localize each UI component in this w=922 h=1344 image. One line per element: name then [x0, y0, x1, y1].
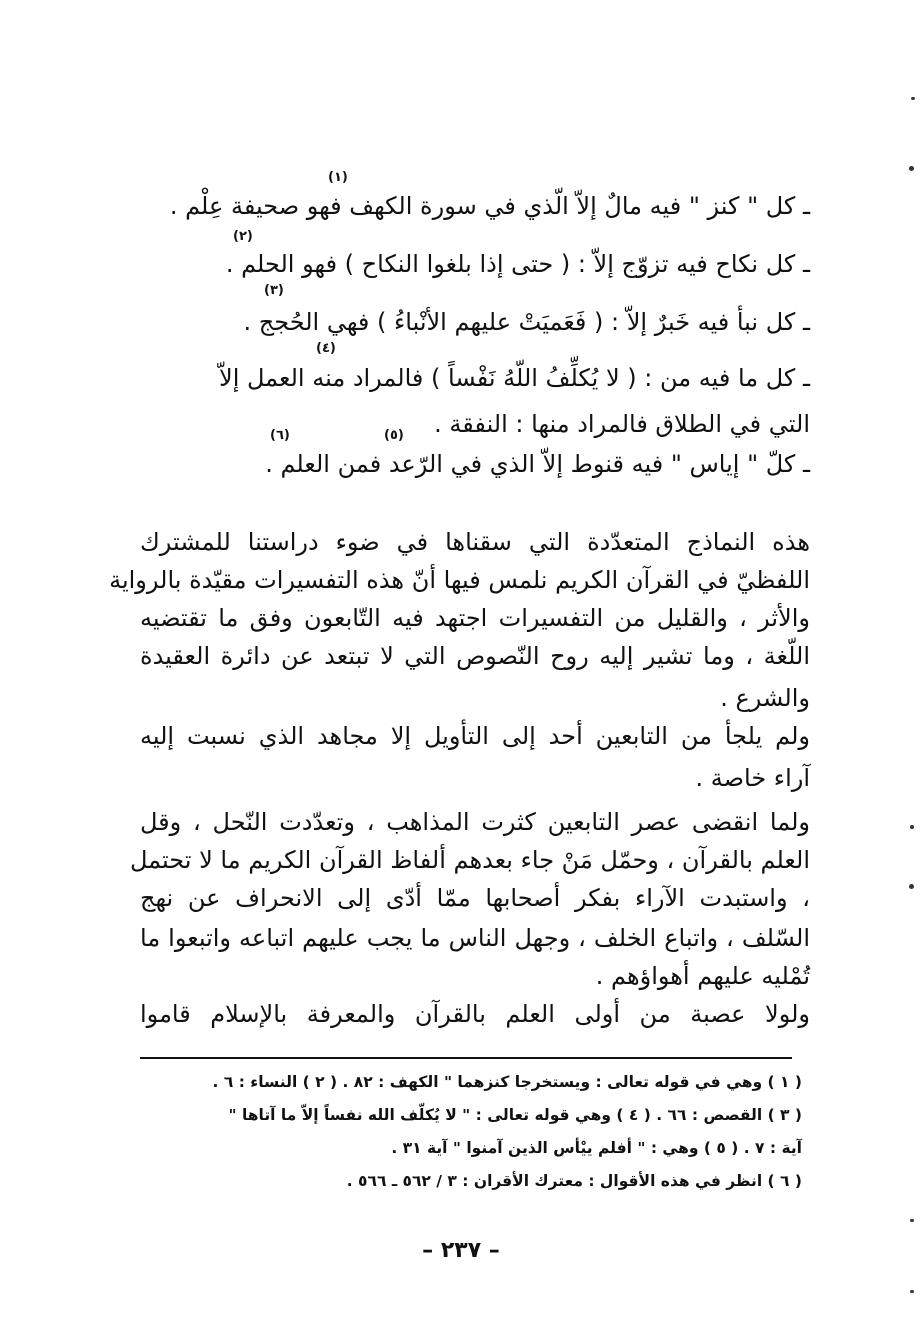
- scan-speck: [909, 884, 914, 889]
- note-mark-6: (٦): [270, 428, 290, 443]
- body-line: آراء خاصة .: [695, 764, 810, 792]
- footnote-line: آية : ٧ . ( ٥ ) وهي : " أفلم ييْأس الذين آمنوا " آية ٣١ .: [391, 1139, 802, 1157]
- scan-speck: [911, 97, 915, 100]
- list-item: التي في الطلاق فالمراد منها : النفقة .: [434, 410, 810, 438]
- body-line: تُمْليه عليهم أهواؤهم .: [595, 962, 810, 990]
- body-line: العلم بالقرآن ، وحمّل مَنْ جاء بعدهم ألفاظ القرآن الكريم ما لا تحتمل: [129, 846, 810, 874]
- footnote-divider: [140, 1057, 792, 1059]
- note-mark-4: (٤): [316, 341, 336, 356]
- list-item: ـ كل نكاح فيه تزوّج إلاّ : ( حتى إذا بلغوا النكاح ) فهو الحلم .: [225, 250, 810, 278]
- body-line: اللفظيّ في القرآن الكريم نلمس فيها أنّ هذه التفسيرات مقيّدة بالرواية: [109, 566, 810, 594]
- list-item: ـ كلّ " إياس " فيه قنوط إلاّ الذي في الرّعد فمن العلم .: [265, 450, 810, 478]
- note-mark-2: (٢): [233, 229, 253, 244]
- note-mark-1: (١): [328, 170, 348, 185]
- body-line: هذه النماذج المتعدّدة التي سقناها في ضوء دراستنا للمشترك: [140, 528, 810, 556]
- scan-speck: [909, 166, 914, 171]
- body-line: والأثر ، والقليل من التفسيرات اجتهد فيه التّابعون وفق ما تقتضيه: [140, 604, 810, 632]
- body-line: السّلف ، واتباع الخلف ، وجهل الناس ما يجب عليهم اتباعه واتبعوا ما: [140, 924, 810, 952]
- scan-speck: [910, 825, 914, 829]
- body-line: ولولا عصبة من أولى العلم بالقرآن والمعرفة بالإسلام قاموا: [140, 1000, 810, 1028]
- list-item: ـ كل نبأ فيه خَبرٌ إلاّ : ( فَعَميَتْ عليهم الأنْباءُ ) فهي الحُجج .: [243, 308, 810, 336]
- note-mark-3: (٣): [264, 283, 284, 298]
- scan-speck: [910, 1290, 914, 1293]
- body-line: ، واستبدت الآراء بفكر أصحابها ممّا أدّى إلى الانحراف عن نهج: [140, 884, 810, 912]
- list-item: ـ كل ما فيه من : ( لا يُكلِّفُ اللّهُ نَفْساً ) فالمراد منه العمل إلاّ: [219, 364, 810, 392]
- body-line: والشرع .: [720, 684, 810, 712]
- page-number: – ٢٣٧ –: [422, 1238, 500, 1263]
- footnote-line: ( ١ ) وهي في قوله تعالى : ويستخرجا كنزهما " الكهف : ٨٢ . ( ٢ ) النساء : ٦ .: [212, 1073, 802, 1091]
- body-line: ولم يلجأ من التابعين أحد إلى التأويل إلا مجاهد الذي نسبت إليه: [140, 722, 810, 750]
- body-line: ولما انقضى عصر التابعين كثرت المذاهب ، وتعدّدت النّحل ، وقل: [140, 808, 810, 836]
- note-mark-5: (٥): [384, 428, 404, 443]
- body-line: اللّغة ، وما تشير إليه روح النّصوص التي لا تبتعد عن دائرة العقيدة: [140, 642, 810, 670]
- list-item: ـ كل " كنز " فيه مالٌ إلاّ الّذي في سورة الكهف فهو صحيفة عِلْم .: [169, 192, 810, 220]
- footnote-line: ( ٦ ) انظر في هذه الأقوال : معترك الأقران : ٣ / ٥٦٢ ـ ٥٦٦ .: [346, 1172, 802, 1190]
- scan-speck: [910, 1219, 914, 1222]
- footnote-line: ( ٣ ) القصص : ٦٦ . ( ٤ ) وهي قوله تعالى : " لا يُكلّف الله نفساً إلاّ ما آتاها ": [228, 1106, 802, 1124]
